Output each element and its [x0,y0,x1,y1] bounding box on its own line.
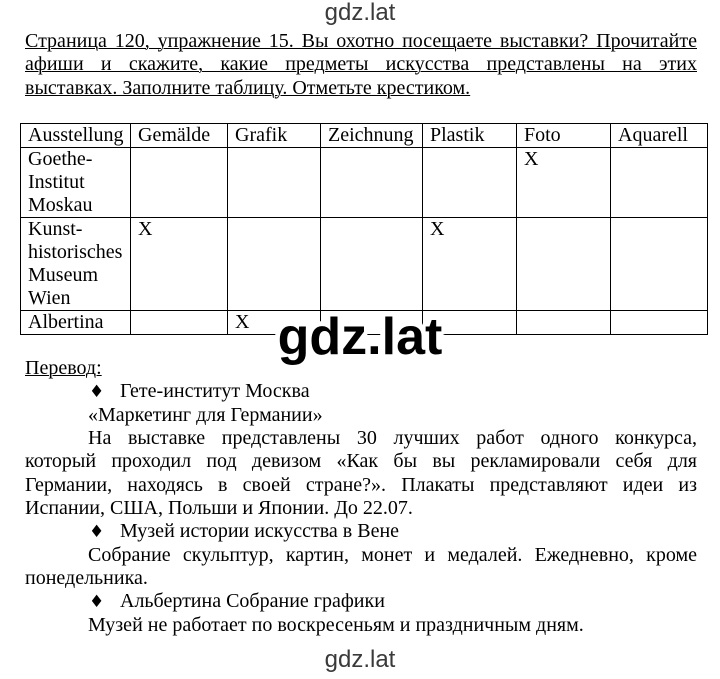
translation-heading: Перевод: [25,357,102,379]
mark-cell-plastik [423,148,517,218]
exhibition-item-title [25,380,697,403]
watermark-top: gdz.lat [324,0,396,26]
body-line: Испании, США, Польши и Японии. До 22.07. [25,497,413,520]
watermark-center: gdz.lat [277,308,443,366]
table-header-row [21,124,708,148]
exhibition-name-line: Moskau [28,194,93,216]
exhibition-name-cell [21,148,131,218]
column-header-grafik: Grafik [228,124,321,148]
exhibition-name-line: historisches [28,241,123,263]
column-header-gemaelde: Gemälde [131,124,228,148]
exhibition-name-line: Museum [28,264,98,286]
mark-cell-grafik [228,148,321,218]
mark-cell-aquarell [611,148,708,218]
exhibition-name-cell [21,218,131,311]
mark-cell-grafik [228,218,321,311]
mark-cell-plastik: X [423,218,517,311]
body-line: Музей не работает по воскресеньям и праздничным дням. [88,613,584,636]
mark-cell-gemaelde [131,148,228,218]
watermark-bottom: gdz.lat [324,646,396,673]
exhibition-title: Альбертина Собрание графики [120,590,385,613]
task-line: афиши и скажите, какие предметы искусства представлены на этих [25,53,697,76]
body-line: Германии, находясь в своей стране?». Плакаты представляют идеи из [25,473,697,496]
table-row [21,218,708,311]
table-row [21,148,708,218]
translation-section [25,357,697,637]
body-line: который проходил под девизом «Как бы вы рекламировали себя для [25,450,697,473]
exhibition-name-line: Goethe- [28,148,93,170]
diamond-bullet-icon: ♦ [89,592,105,613]
mark-cell-foto: X [517,148,611,218]
column-header-foto: Foto [517,124,611,148]
exhibition-item-title [25,520,697,543]
mark-cell-gemaelde: X [131,218,228,311]
column-header-plastik: Plastik [423,124,517,148]
task-line: Страница 120, упражнение 15. Вы охотно посещаете выставки? Прочитайте [25,30,697,52]
column-header-aquarell: Aquarell [611,124,708,148]
body-line: Собрание скульптур, картин, монет и медалей. Ежедневно, кроме [88,543,697,566]
mark-cell-aquarell [611,218,708,311]
mark-cell-zeichnung [321,148,423,218]
exhibition-item-title [25,590,697,613]
column-header-ausstellung: Ausstellung [21,124,131,148]
mark-cell-zeichnung [321,218,423,311]
exhibitions-table [20,123,708,335]
exhibition-name-line: Albertina [28,311,104,333]
exhibition-title: Музей истории искусства в Вене [120,520,400,543]
column-header-zeichnung: Zeichnung [321,124,423,148]
task-line: выставках. Заполните таблицу. Отметьте крестиком. [25,76,471,99]
diamond-bullet-icon: ♦ [89,382,105,403]
exhibition-name-line: Kunst- [28,218,83,240]
exhibition-name-line: Institut [28,171,85,193]
poster-title: «Маркетинг для Германии» [88,403,323,426]
exhibition-name-line: Wien [28,287,71,309]
exhibition-title: Гете-институт Москва [120,380,310,403]
body-line: понедельника. [25,567,148,590]
task-statement [25,30,697,100]
mark-cell-foto [517,218,611,311]
diamond-bullet-icon: ♦ [89,522,105,543]
mark-cell-grafik: X [228,311,321,335]
body-line: На выставке представлены 30 лучших работ одного конкурса, [88,427,697,450]
